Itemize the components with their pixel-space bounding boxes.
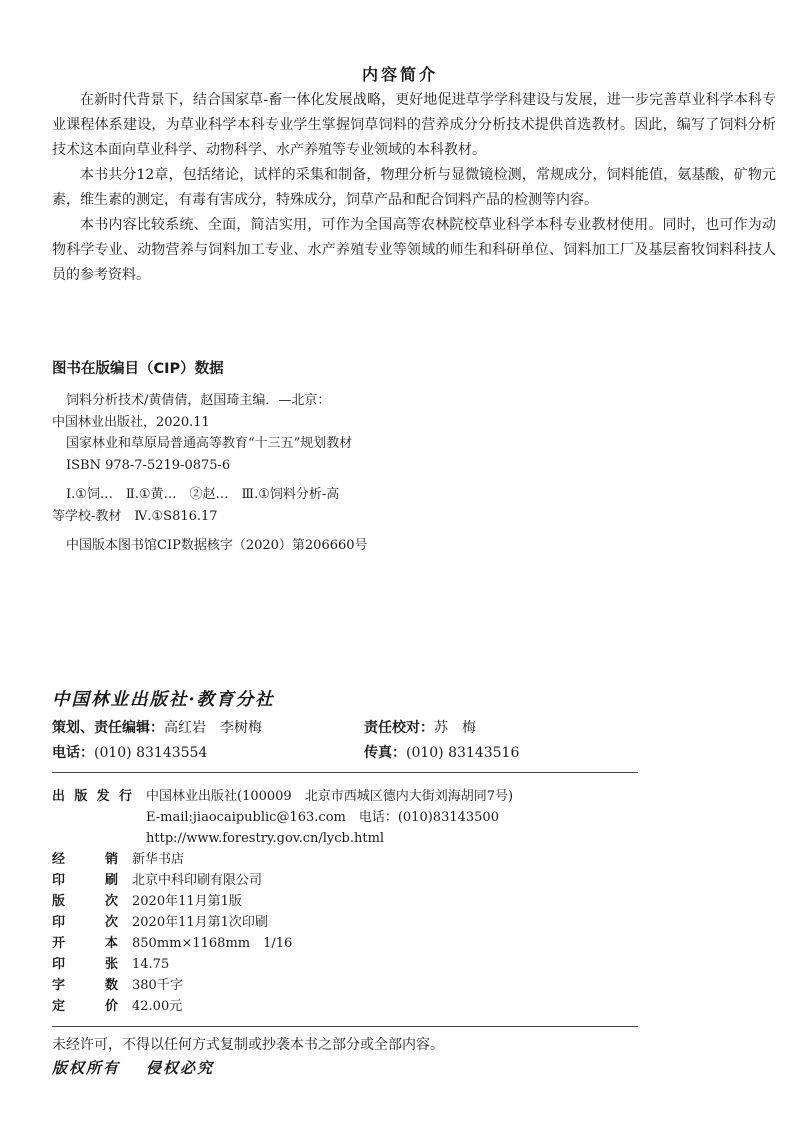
- cip-line: Ⅰ.①饲… Ⅱ.①黄… ②赵… Ⅲ.①饲料分析-高: [66, 487, 340, 502]
- cip-line: 饲料分析技术/黄倩倩，赵国琦主编．—北京：: [66, 393, 331, 408]
- cip-line: ISBN 978-7-5219-0875-6: [66, 457, 231, 473]
- imprint-value: 2020年11月第1版: [132, 894, 242, 909]
- fax: [364, 742, 519, 762]
- imprint-label: 定价: [52, 999, 118, 1014]
- cip-record: [52, 390, 482, 557]
- copyright-notice: 未经许可，不得以任何方式复制或抄袭本书之部分或全部内容。: [52, 1037, 444, 1053]
- cip-line: 中国林业出版社，2020.11: [52, 414, 210, 430]
- imprint-row: [52, 975, 652, 996]
- cip-line: 等学校-教材 Ⅳ.①S816.17: [52, 508, 218, 524]
- imprint-label: 字数: [52, 978, 118, 993]
- imprint-row: [52, 996, 652, 1017]
- imprint-label: 印刷: [52, 873, 118, 888]
- imprint-row: [52, 807, 652, 828]
- infringement-warning: 侵权必究: [146, 1059, 215, 1077]
- proofreader-value: 苏 梅: [434, 720, 476, 736]
- divider: [52, 772, 638, 773]
- imprint-label: 版次: [52, 894, 118, 909]
- imprint-value: 42.00元: [132, 999, 183, 1014]
- publisher-name: 中国林业出版社·教育分社: [52, 690, 275, 710]
- editors-label: 策划、责任编辑：: [52, 720, 164, 736]
- proofreader-label: 责任校对：: [364, 720, 434, 736]
- phone-label: 电话：: [52, 745, 94, 761]
- summary-paragraph: 本书内容比较系统、全面，简洁实用，可作为全国高等农林院校草业科学本科专业教材使用。同时，也可作为动物科学专业、动物营养与饲料加工专业、水产养殖专业等领域的师生和科研单位、饲料加工厂及基层畜牧饲料科技人员的参考资料。: [52, 217, 776, 283]
- imprint-label: 出版发行: [52, 789, 132, 804]
- imprint-label: 印次: [52, 915, 118, 930]
- cip-heading: 图书在版编目（CIP）数据: [52, 361, 224, 377]
- summary-paragraph: 本书共分12章，包括绪论，试样的采集和制备，物理分析与显微镜检测，常规成分，饲料能值，氨基酸，矿物元素，维生素的测定，有毒有害成分，特殊成分，饲草产品和配合饲料产品的检测等内容。: [52, 167, 776, 208]
- phone: [52, 742, 207, 762]
- fax-label: 传真：: [364, 745, 406, 761]
- email-line: E-mail:jiaocaipublic@163.com 电话：(010)83143500: [146, 810, 499, 825]
- summary-body: [52, 88, 776, 288]
- imprint-value: 380千字: [132, 978, 183, 993]
- imprint-row: [52, 870, 652, 891]
- imprint-row: [52, 912, 652, 933]
- rights-statement: [52, 1057, 214, 1078]
- summary-paragraph: 在新时代背景下，结合国家草-畜一体化发展战略，更好地促进草学学科建设与发展，进一步完善草业科学本科专业课程体系建设，为草业科学本科专业学生掌握饲草饲料的营养成分分析技术提供首选教材。因此，编写了饲料分析技术这本面向草业科学、动物科学、水产养殖等专业领域的本科教材。: [52, 92, 776, 158]
- proofreader: [364, 717, 476, 737]
- imprint-row: [52, 849, 652, 870]
- editors: [52, 717, 262, 737]
- imprint-row: [52, 891, 652, 912]
- divider: [52, 1026, 638, 1027]
- phone-value: (010) 83143554: [94, 745, 208, 761]
- imprint-value: 2020年11月第1次印刷: [132, 915, 268, 930]
- imprint-value: 北京中科印刷有限公司: [132, 873, 263, 888]
- imprint-value: 新华书店: [132, 852, 185, 867]
- imprint-value: 14.75: [132, 957, 170, 972]
- imprint-label: 经销: [52, 852, 118, 867]
- imprint-label: 开本: [52, 936, 118, 951]
- cip-line: 中国版本图书馆CIP数据核字（2020）第206660号: [66, 538, 368, 553]
- imprint-value: 850mm×1168mm 1/16: [132, 936, 293, 951]
- imprint-row: [52, 828, 652, 849]
- imprint-value: 中国林业出版社(100009 北京市西城区德内大街刘海胡同7号): [146, 789, 514, 804]
- fax-value: (010) 83143516: [406, 745, 520, 761]
- rights-reserved: 版权所有: [52, 1059, 121, 1077]
- editors-value: 高红岩 李树梅: [164, 720, 262, 736]
- cip-line: 国家林业和草原局普通高等教育“十三五”规划教材: [66, 436, 353, 451]
- imprint-table: [52, 786, 652, 1017]
- imprint-label: 印张: [52, 957, 118, 972]
- summary-title: 内容简介: [361, 65, 438, 84]
- url-line: http://www.forestry.gov.cn/lycb.html: [146, 831, 385, 846]
- imprint-row: [52, 786, 652, 807]
- imprint-row: [52, 933, 652, 954]
- imprint-row: [52, 954, 652, 975]
